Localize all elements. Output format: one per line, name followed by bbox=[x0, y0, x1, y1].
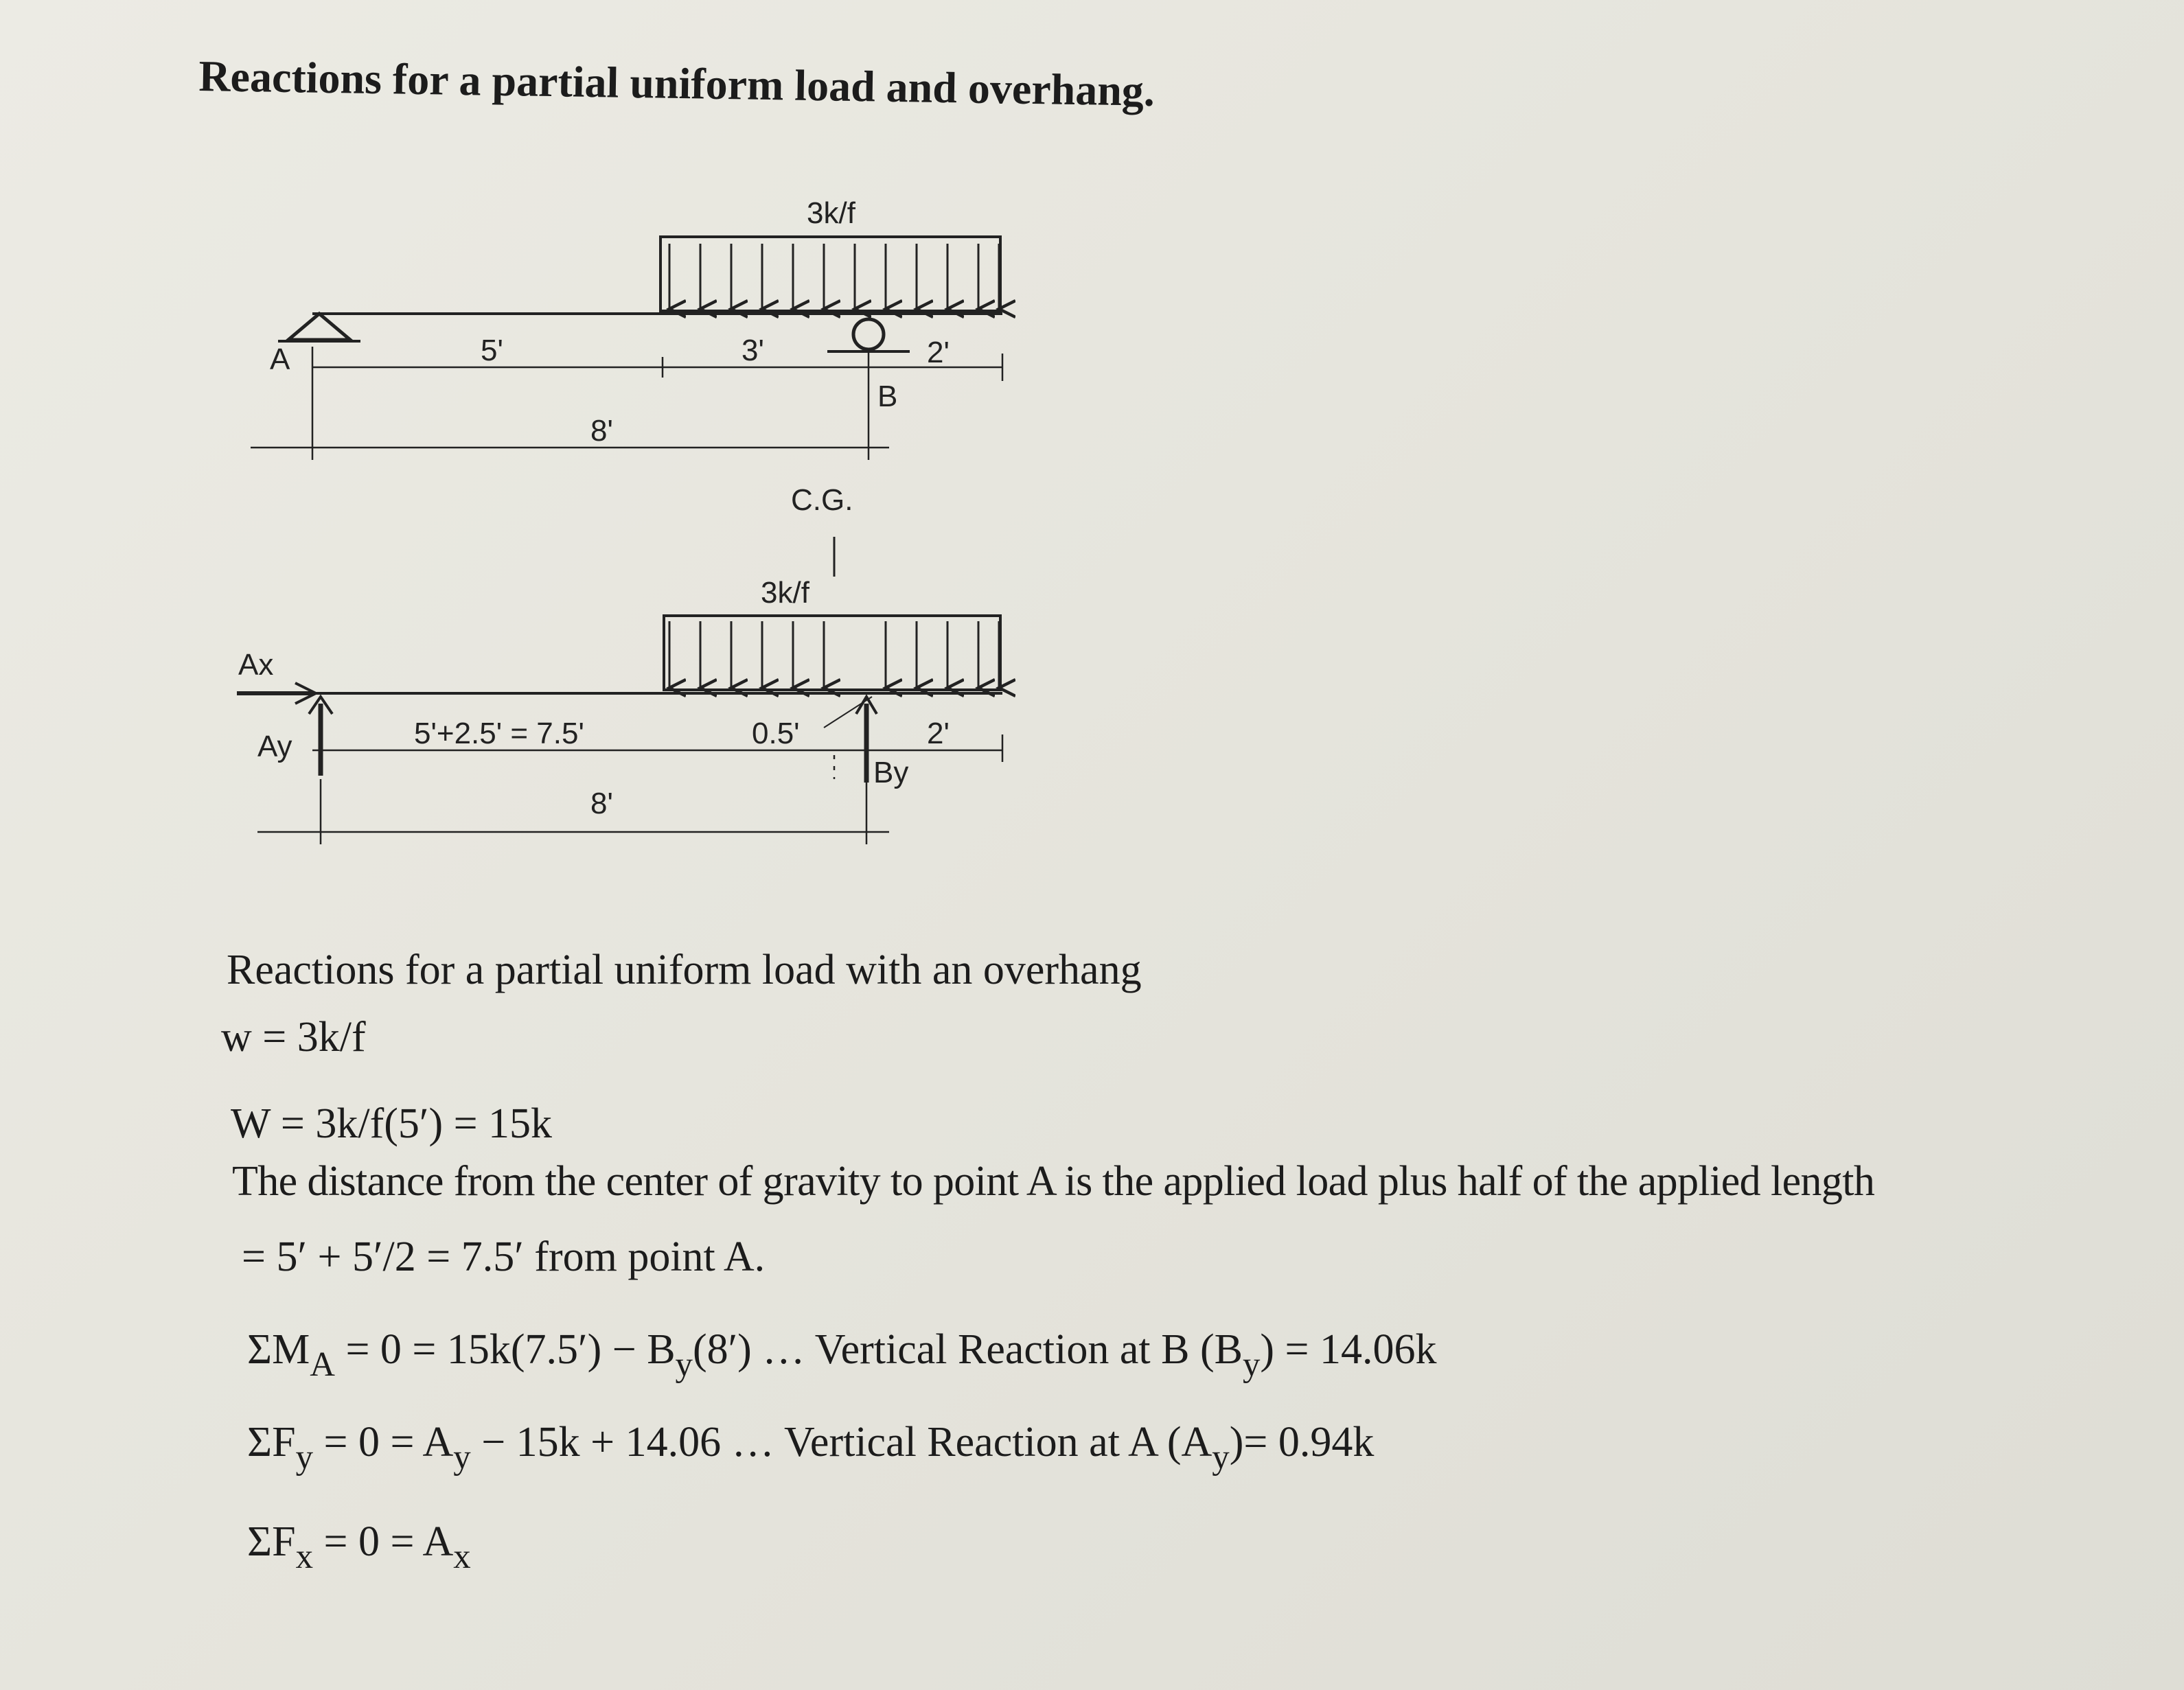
eq-fx-expr1: = 0 = A bbox=[313, 1518, 454, 1565]
distance-line: The distance from the center of gravity to point A is the applied load plus half of the applied length bbox=[232, 1158, 1875, 1205]
eq-ma-sub: A bbox=[310, 1344, 335, 1383]
eq-ma-sub3: y bbox=[1242, 1344, 1261, 1383]
top-load-box bbox=[660, 237, 1000, 311]
eq-fy-symbol: ΣF bbox=[247, 1419, 296, 1466]
eq-fy-sub2: y bbox=[453, 1437, 471, 1476]
moment-equation bbox=[247, 1328, 1437, 1382]
section-heading: Reactions for a partial uniform load with an overhang bbox=[227, 947, 1142, 993]
eq-fy-sub: y bbox=[295, 1437, 313, 1476]
eq-ma-expr3: ) = 14.06k bbox=[1260, 1326, 1437, 1373]
bottom-beam-diagram bbox=[237, 616, 1002, 844]
bottom-dim-75: 5'+2.5' = 7.5' bbox=[414, 717, 584, 750]
ax-label: Ax bbox=[238, 648, 274, 682]
eq-ma-sub2: y bbox=[675, 1344, 693, 1383]
top-load-arrows bbox=[669, 244, 999, 309]
bottom-load-label: 3k/f bbox=[761, 576, 809, 610]
page-title: Reactions for a partial uniform load and overhang. bbox=[198, 51, 1156, 115]
eq-ma-symbol: ΣM bbox=[247, 1326, 310, 1373]
eq-fx-sub: x bbox=[295, 1536, 313, 1575]
bottom-dim-8: 8' bbox=[590, 787, 613, 820]
top-dim-5: 5' bbox=[481, 334, 503, 367]
eq-ma-expr1: = 0 = 15k(7.5′) − B bbox=[334, 1326, 676, 1373]
roller-support-b bbox=[853, 319, 884, 349]
bottom-dim-2: 2' bbox=[927, 717, 950, 750]
eq-fy-expr2: − 15k + 14.06 … Vertical Reaction at A (A bbox=[470, 1419, 1212, 1466]
bottom-dim-05: 0.5' bbox=[752, 717, 800, 750]
ay-label: Ay bbox=[257, 730, 292, 763]
cg-label: C.G. bbox=[791, 483, 853, 517]
eq-ma-expr2: (8′) … Vertical Reaction at B (B bbox=[692, 1326, 1243, 1373]
eq-fx-symbol: ΣF bbox=[247, 1518, 296, 1565]
fx-equation bbox=[247, 1520, 471, 1574]
W-line: W = 3k/f(5′) = 15k bbox=[231, 1100, 553, 1147]
top-dim-8: 8' bbox=[590, 414, 613, 448]
eq-fy-sub3: y bbox=[1212, 1437, 1230, 1476]
w-line: w = 3k/f bbox=[221, 1014, 366, 1061]
eq-fy-expr3: )= 0.94k bbox=[1229, 1419, 1375, 1466]
eq-fx-sub2: x bbox=[453, 1536, 471, 1575]
eq-fy-expr1: = 0 = A bbox=[313, 1419, 454, 1466]
by-label: By bbox=[873, 756, 909, 789]
top-dim-3: 3' bbox=[742, 334, 764, 367]
top-load-label: 3k/f bbox=[807, 196, 855, 230]
support-a-label: A bbox=[270, 343, 290, 376]
top-dim-2: 2' bbox=[927, 336, 950, 369]
bottom-load-box bbox=[664, 616, 1000, 690]
support-b-label: B bbox=[877, 380, 898, 413]
bottom-load-arrows bbox=[669, 621, 999, 688]
pin-support-a bbox=[288, 314, 350, 340]
distance-calc: = 5′ + 5′/2 = 7.5′ from point A. bbox=[242, 1234, 766, 1280]
fy-equation bbox=[247, 1421, 1374, 1474]
